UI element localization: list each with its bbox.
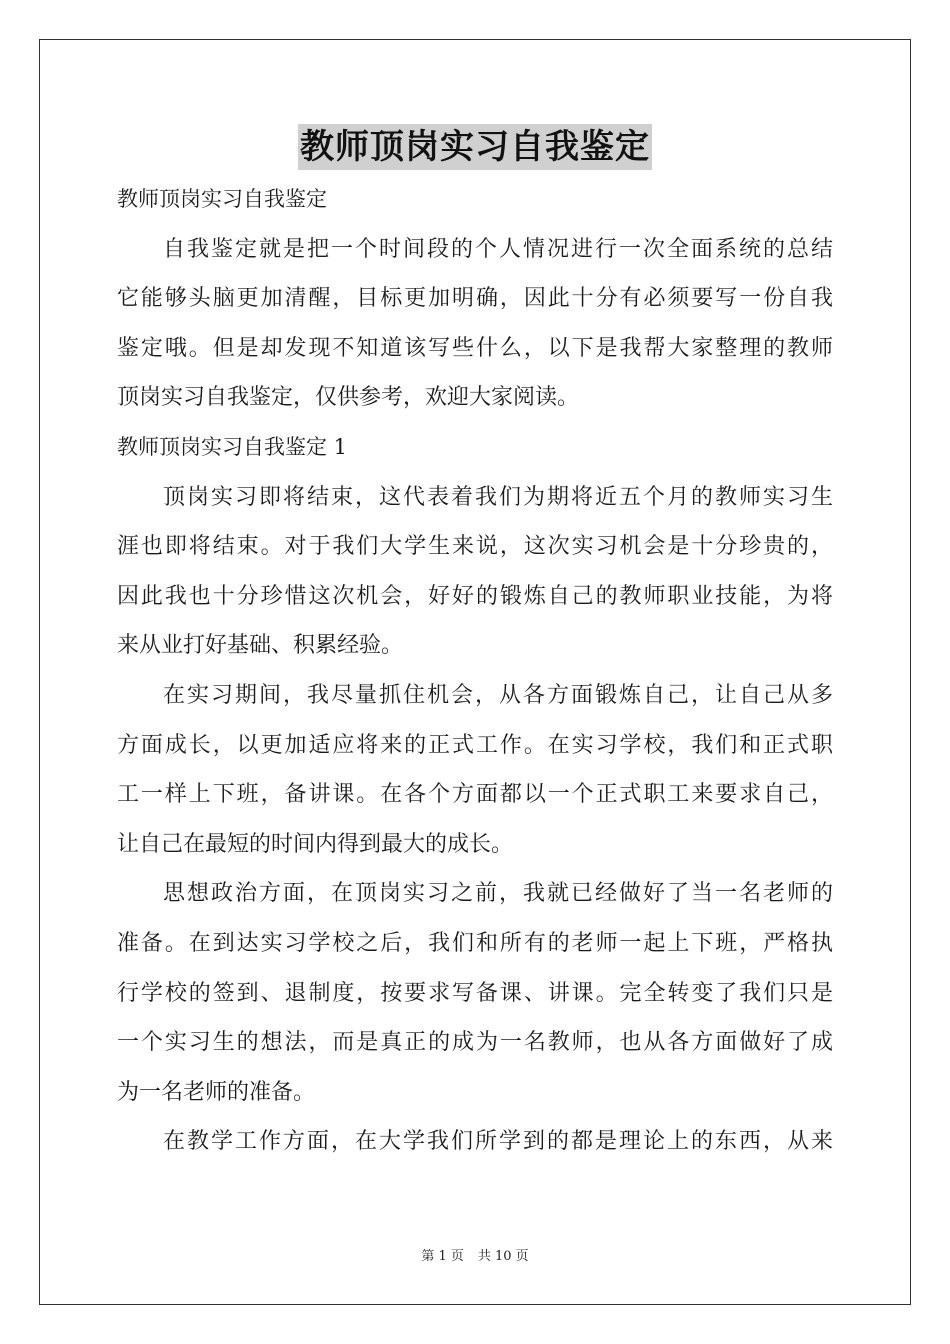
paragraph-line: 因此我也十分珍惜这次机会，好好的锻炼自己的教师职业技能，为将 [117, 583, 833, 609]
paragraph-line: 顶岗实习自我鉴定，仅供参考，欢迎大家阅读。 [117, 385, 580, 411]
paragraph-line: 涯也即将结束。对于我们大学生来说，这次实习机会是十分珍贵的， [117, 534, 833, 560]
section-heading: 教师顶岗实习自我鉴定 [117, 187, 327, 211]
paragraph-line: 鉴定哦。但是却发现不知道该写些什么，以下是我帮大家整理的教师 [117, 335, 833, 361]
paragraph-line: 来从业打好基础、积累经验。 [117, 633, 404, 659]
paragraph-line: 工一样上下班，备讲课。在各个方面都以一个正式职工来要求自己， [117, 782, 833, 808]
paragraph-line: 思想政治方面，在顶岗实习之前，我就已经做好了当一名老师的 [163, 881, 833, 907]
paragraph-line: 自我鉴定就是把一个时间段的个人情况进行一次全面系统的总结 [163, 236, 833, 262]
title-container [0, 124, 950, 170]
paragraph-line: 在实习期间，我尽量抓住机会，从各方面锻炼自己，让自己从多 [163, 682, 833, 708]
paragraph-line: 它能够头脑更加清醒，目标更加明确，因此十分有必须要写一份自我 [117, 286, 833, 312]
paragraph-line: 为一名老师的准备。 [117, 1079, 316, 1105]
paragraph-line: 让自己在最短的时间内得到最大的成长。 [117, 831, 514, 857]
paragraph-line: 在教学工作方面，在大学我们所学到的都是理论上的东西，从来 [163, 1129, 833, 1155]
paragraph-line: 准备。在到达实习学校之后，我们和所有的老师一起上下班，严格执 [117, 930, 833, 956]
page-footer [0, 1248, 950, 1266]
section-heading: 教师顶岗实习自我鉴定 1 [117, 434, 348, 459]
paragraph-line: 行学校的签到、退制度，按要求写备课、讲课。完全转变了我们只是 [117, 980, 833, 1006]
document-body [117, 175, 833, 1167]
paragraph-line: 顶岗实习即将结束，这代表着我们为期将近五个月的教师实习生 [163, 484, 833, 510]
page-number: 第 1 页 [421, 1249, 464, 1264]
page-total: 共 10 页 [477, 1249, 529, 1264]
paragraph-line: 方面成长，以更加适应将来的正式工作。在实习学校，我们和正式职 [117, 732, 833, 758]
paragraph-line: 一个实习生的想法，而是真正的成为一名教师，也从各方面做好了成 [117, 1030, 833, 1056]
document-title: 教师顶岗实习自我鉴定 [298, 124, 652, 170]
